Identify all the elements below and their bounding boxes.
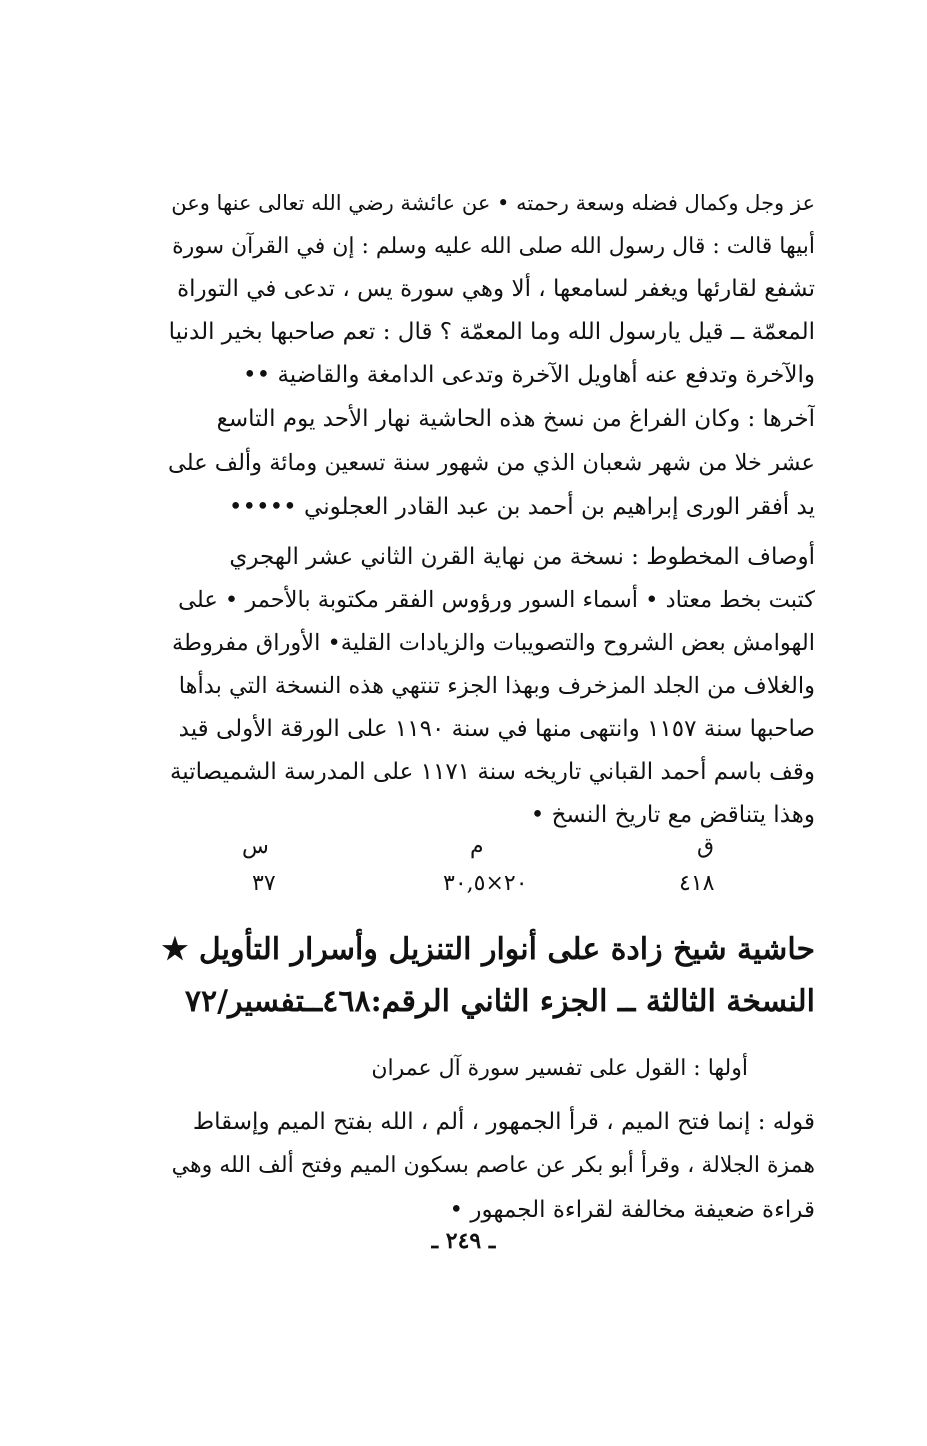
text-line: تشفع لقارئها ويغفر لسامعها ، ألا وهي سورة يس ، تدعى في التوراة bbox=[177, 276, 815, 302]
text-line: المعمّة ــ قيل يارسول الله وما المعمّة ؟ قال : تعم صاحبها بخير الدنيا bbox=[168, 319, 815, 345]
text-line: وقف باسم أحمد القباني تاريخه سنة ١١٧١ على المدرسة الشميصاتية bbox=[169, 759, 815, 785]
text-line: همزة الجلالة ، وقرأ أبو بكر عن عاصم بسكون الميم وفتح ألف الله وهي bbox=[171, 1153, 815, 1178]
text-line: صاحبها سنة ١١٥٧ وانتهى منها في سنة ١١٩٠ على الورقة الأولى قيد bbox=[178, 716, 815, 742]
text-line: كتبت بخط معتاد • أسماء السور ورؤوس الفقر مكتوبة بالأحمر • على bbox=[178, 587, 815, 613]
opening-line: أولها : القول على تفسير سورة آل عمران bbox=[371, 1056, 748, 1081]
text-line: قوله : إنما فتح الميم ، قرأ الجمهور ، ألم ، الله بفتح الميم وإسقاط bbox=[192, 1109, 815, 1135]
size-label: م bbox=[470, 834, 484, 859]
paragraph-manuscript-description bbox=[168, 536, 815, 837]
text-line: وهذا يتناقض مع تاريخ النسخ • bbox=[530, 802, 815, 828]
folios-value: ٤١٨ bbox=[679, 871, 715, 896]
text-line: عشر خلا من شهر شعبان الذي من شهور سنة تسعين ومائة وألف على bbox=[168, 450, 815, 476]
lines-label: س bbox=[242, 834, 269, 859]
folios-label: ق bbox=[697, 834, 715, 859]
text-line: والغلاف من الجلد المزخرف وبهذا الجزء تنتهي هذه النسخة التي بدأها bbox=[178, 673, 815, 699]
paragraph-hadith bbox=[168, 182, 815, 397]
text-line: آخرها : وكان الفراغ من نسخ هذه الحاشية نهار الأحد يوم التاسع bbox=[216, 406, 815, 432]
text-line: أوصاف المخطوط : نسخة من نهاية القرن الثاني عشر الهجري bbox=[229, 544, 815, 570]
paragraph-colophon bbox=[168, 397, 815, 529]
page-number: ـ ٢٤٩ ـ bbox=[431, 1228, 496, 1254]
lines-value: ٣٧ bbox=[252, 871, 276, 896]
size-value: ٢٠×٣٠,٥ bbox=[443, 871, 528, 896]
section-title: حاشية شيخ زادة على أنوار التنزيل وأسرار التأويل ★ bbox=[161, 932, 815, 967]
paragraph-commentary bbox=[168, 1100, 815, 1232]
text-line: قراءة ضعيفة مخالفة لقراءة الجمهور • bbox=[449, 1197, 815, 1223]
text-line: الهوامش بعض الشروح والتصويبات والزيادات القلية• الأوراق مفروطة bbox=[171, 630, 815, 656]
section-subtitle: النسخة الثالثة ــ الجزء الثاني الرقم:٤٦٨ــتفسير/٧٢ bbox=[184, 984, 815, 1019]
text-line: يد أفقر الورى إبراهيم بن أحمد بن عبد القادر العجلوني ••••• bbox=[228, 494, 815, 520]
text-line: أبيها قالت : قال رسول الله صلى الله عليه وسلم : إن في القرآن سورة bbox=[172, 234, 815, 259]
text-line: عز وجل وكمال فضله وسعة رحمته • عن عائشة رضي الله تعالى عنها وعن bbox=[171, 191, 815, 215]
text-line: والآخرة وتدفع عنه أهاويل الآخرة وتدعى الدامغة والقاضية •• bbox=[243, 362, 815, 388]
